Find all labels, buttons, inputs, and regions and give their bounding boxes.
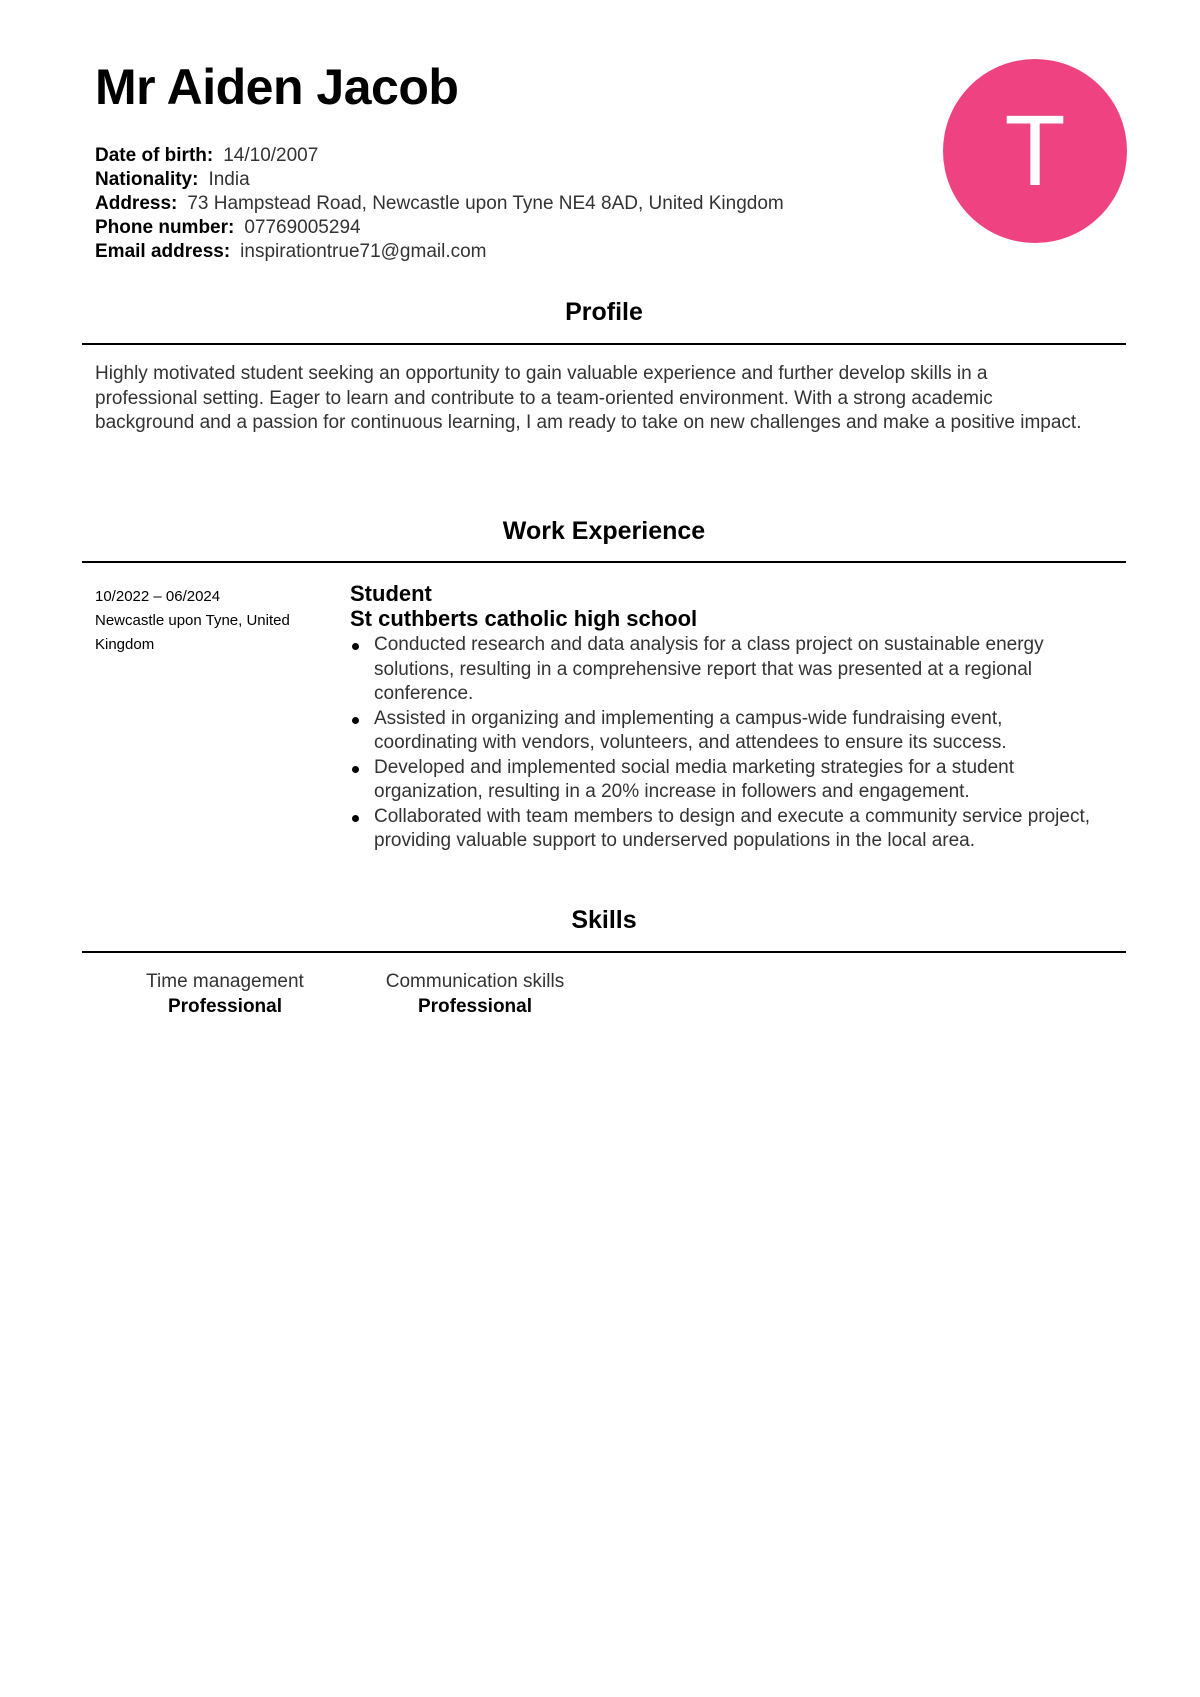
contact-label: Phone number: (95, 217, 235, 238)
contact-label: Date of birth: (95, 145, 214, 166)
bullet-text: Developed and implemented social media marketing strategies for a student organization, resulting in a 20% increase in followers and engagement. (374, 756, 1015, 802)
contact-value: 14/10/2007 (223, 145, 319, 166)
skill-level: Professional (167, 995, 283, 1017)
contact-value: 73 Hampstead Road, Newcastle upon Tyne NE4 8AD, United Kingdom (187, 193, 784, 214)
job-bullet-list (350, 633, 1110, 854)
bullet-text: Assisted in organizing and implementing a campus-wide fundraising event, coordinating with vendors, volunteers, and attendees to ensure its success. (374, 707, 1007, 753)
bullet-text: Conducted research and data analysis for a class project on sustainable energy solutions, resulting in a comprehensive report that was presented at a regional conference. (374, 634, 1044, 704)
bullet-text: Collaborated with team members to design and execute a community service project, providing valuable support to underserved populations in the local area. (374, 805, 1091, 851)
bullet-dot-icon (352, 717, 359, 724)
bullet-dot-icon (352, 766, 359, 773)
job-location: Newcastle upon Tyne, United Kingdom (95, 612, 290, 653)
job-employer: St cuthberts catholic high school (350, 606, 698, 631)
contact-row-dob (95, 144, 855, 168)
skill-item (370, 970, 580, 1019)
section-title-work-experience: Work Experience (502, 517, 706, 545)
skill-name: Time management (146, 971, 304, 992)
contact-row-email (95, 240, 855, 264)
contact-value: inspirationtrue71@gmail.com (240, 241, 487, 262)
contact-label: Nationality: (95, 169, 199, 190)
skill-name: Communication skills (385, 971, 565, 992)
section-title-skills: Skills (571, 906, 637, 934)
section-divider (82, 343, 1126, 345)
list-item (350, 633, 1110, 707)
bullet-dot-icon (352, 643, 359, 650)
section-divider (82, 561, 1126, 563)
bullet-dot-icon (352, 815, 359, 822)
avatar (943, 59, 1127, 243)
contact-details (95, 144, 855, 264)
list-item (350, 707, 1110, 756)
skill-level: Professional (417, 995, 533, 1017)
avatar-initial: T (1004, 95, 1066, 207)
contact-label: Address: (95, 193, 178, 214)
contact-row-phone (95, 216, 855, 240)
contact-value: India (208, 169, 250, 190)
skills-list (0, 970, 1200, 1030)
candidate-name: Mr Aiden Jacob (95, 59, 459, 115)
contact-row-nationality (95, 168, 855, 192)
skill-item (140, 970, 310, 1019)
profile-summary: Highly motivated student seeking an opportunity to gain valuable experience and further develop skills in a professional setting. Eager to learn and contribute to a team-oriented environment. With a strong academic background and a passion for continuous learning, I am ready to take on new challenges and make a positive impact. (95, 363, 1082, 433)
list-item (350, 756, 1110, 805)
contact-row-address (95, 192, 855, 216)
section-divider (82, 951, 1126, 953)
job-meta (95, 585, 325, 657)
contact-label: Email address: (95, 241, 231, 262)
contact-value: 07769005294 (244, 217, 361, 238)
section-title-profile: Profile (565, 298, 643, 326)
list-item (350, 805, 1110, 854)
job-dates: 10/2022 – 06/2024 (95, 588, 221, 605)
job-title: Student (350, 581, 432, 606)
job-entry (350, 581, 1110, 854)
